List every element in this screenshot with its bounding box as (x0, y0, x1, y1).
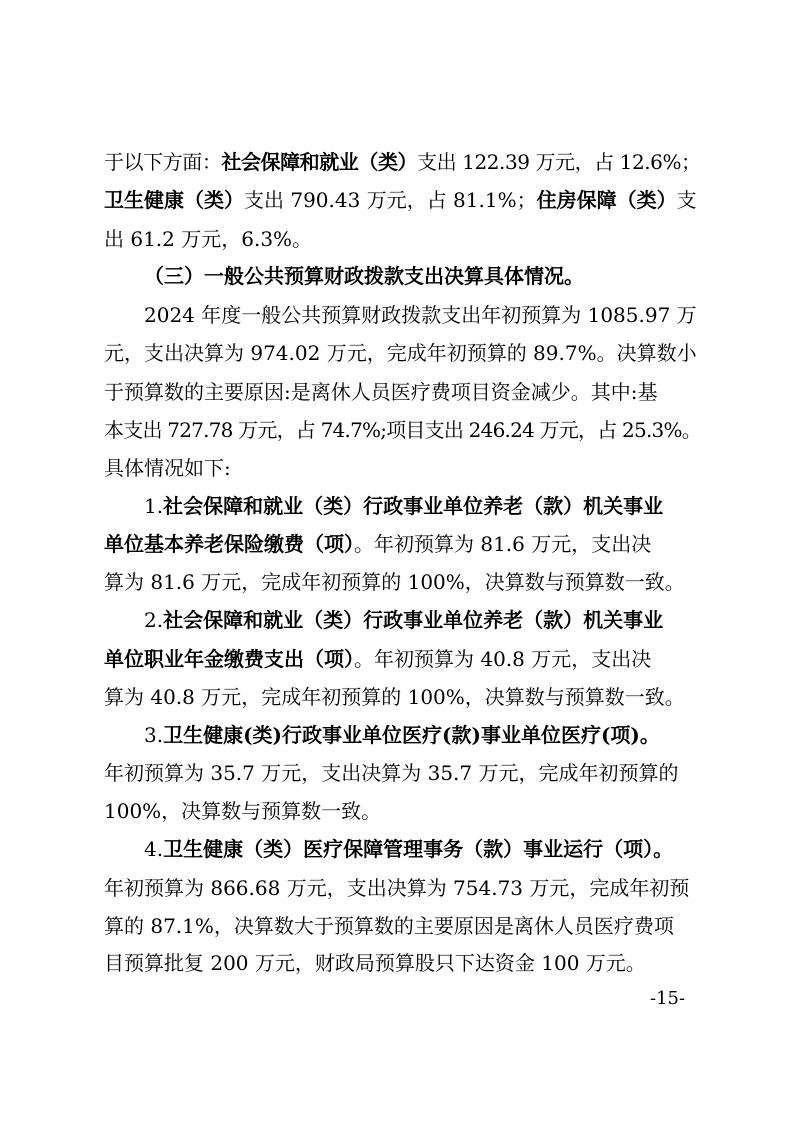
text-line (104, 565, 685, 599)
text-segment: 100%，决算数与预算数一致。 (104, 799, 382, 823)
text-line (104, 756, 679, 790)
text-line (104, 680, 685, 714)
text-segment: 算为 40.8 万元，完成年初预算的 100%，决算数与预算数一致。 (104, 685, 685, 709)
text-line (144, 489, 663, 523)
text-line (144, 259, 584, 293)
text-line (104, 375, 657, 409)
text-segment: 具体情况如下: (104, 456, 231, 480)
bold-text-segment: （三）一般公共预算财政拨款支出决算具体情况。 (144, 264, 584, 288)
text-segment: 于以下方面： (104, 150, 222, 174)
text-segment: 支出 790.43 万元，占 81.1%； (244, 188, 537, 212)
text-line (104, 336, 697, 370)
bold-text-segment: 卫生健康（类） (104, 188, 244, 212)
text-line (144, 832, 673, 866)
text-segment: 1. (144, 494, 164, 518)
text-segment: 目预算批复 200 万元，财政局预算股只下达资金 100 万元。 (104, 951, 646, 975)
bold-text-segment: 社会保障和就业（类）行政事业单位养老（款）机关事业 (163, 608, 664, 632)
text-line (144, 298, 697, 332)
text-line (104, 642, 651, 676)
text-segment: 4. (144, 837, 164, 861)
text-segment: 年初预算为 866.68 万元，支出决算为 754.73 万元，完成年初预 (104, 876, 690, 900)
text-line (104, 871, 689, 905)
text-segment: 出 61.2 万元，6.3%。 (104, 227, 313, 251)
text-segment: 。年初预算为 81.6 万元，支出决 (354, 532, 652, 556)
text-line (104, 145, 701, 179)
text-line (104, 222, 312, 256)
text-line (104, 183, 697, 217)
text-segment: 支出 122.39 万元，占 12.6%； (417, 150, 701, 174)
text-line (104, 413, 701, 447)
bold-text-segment: 单位基本养老保险缴费（项） (104, 532, 354, 556)
text-segment: 2. (144, 608, 164, 632)
text-line (104, 946, 646, 980)
page-number: -15- (650, 988, 686, 1009)
text-segment: 2024 年度一般公共预算财政拨款支出年初预算为 1085.97 万 (144, 303, 697, 327)
bold-text-segment: 卫生健康（类）医疗保障管理事务（款）事业运行（项）。 (163, 837, 674, 861)
bold-text-segment: 社会保障和就业（类） (221, 150, 418, 174)
text-segment: 于预算数的主要原因:是离休人员医疗费项目资金减少。其中:基 (104, 380, 658, 404)
bold-text-segment: 社会保障和就业（类）行政事业单位养老（款）机关事业 (163, 494, 664, 518)
text-line (104, 451, 231, 485)
text-line (104, 794, 381, 828)
text-segment: 3. (144, 723, 164, 747)
text-line (104, 527, 651, 561)
text-segment: 元，支出决算为 974.02 万元，完成年初预算的 89.7%。决算数小 (104, 341, 697, 365)
bold-text-segment: 住房保障（类） (536, 188, 677, 212)
text-line (144, 718, 660, 752)
text-segment: 年初预算为 35.7 万元，支出决算为 35.7 万元，完成年初预算的 (104, 761, 679, 785)
text-segment: 算的 87.1%，决算数大于预算数的主要原因是离休人员医疗费项 (104, 914, 674, 938)
text-segment: 本支出 727.78 万元，占 74.7%;项目支出 246.24 万元，占 25.3%。 (104, 418, 701, 442)
text-segment: 支 (676, 188, 697, 212)
bold-text-segment: 卫生健康(类)行政事业单位医疗(款)事业单位医疗(项)。 (163, 723, 660, 747)
text-segment: 。年初预算为 40.8 万元，支出决 (354, 647, 652, 671)
text-segment: 算为 81.6 万元，完成年初预算的 100%，决算数与预算数一致。 (104, 570, 685, 594)
bold-text-segment: 单位职业年金缴费支出（项） (104, 647, 354, 671)
text-line (104, 909, 674, 943)
text-line (144, 603, 663, 637)
